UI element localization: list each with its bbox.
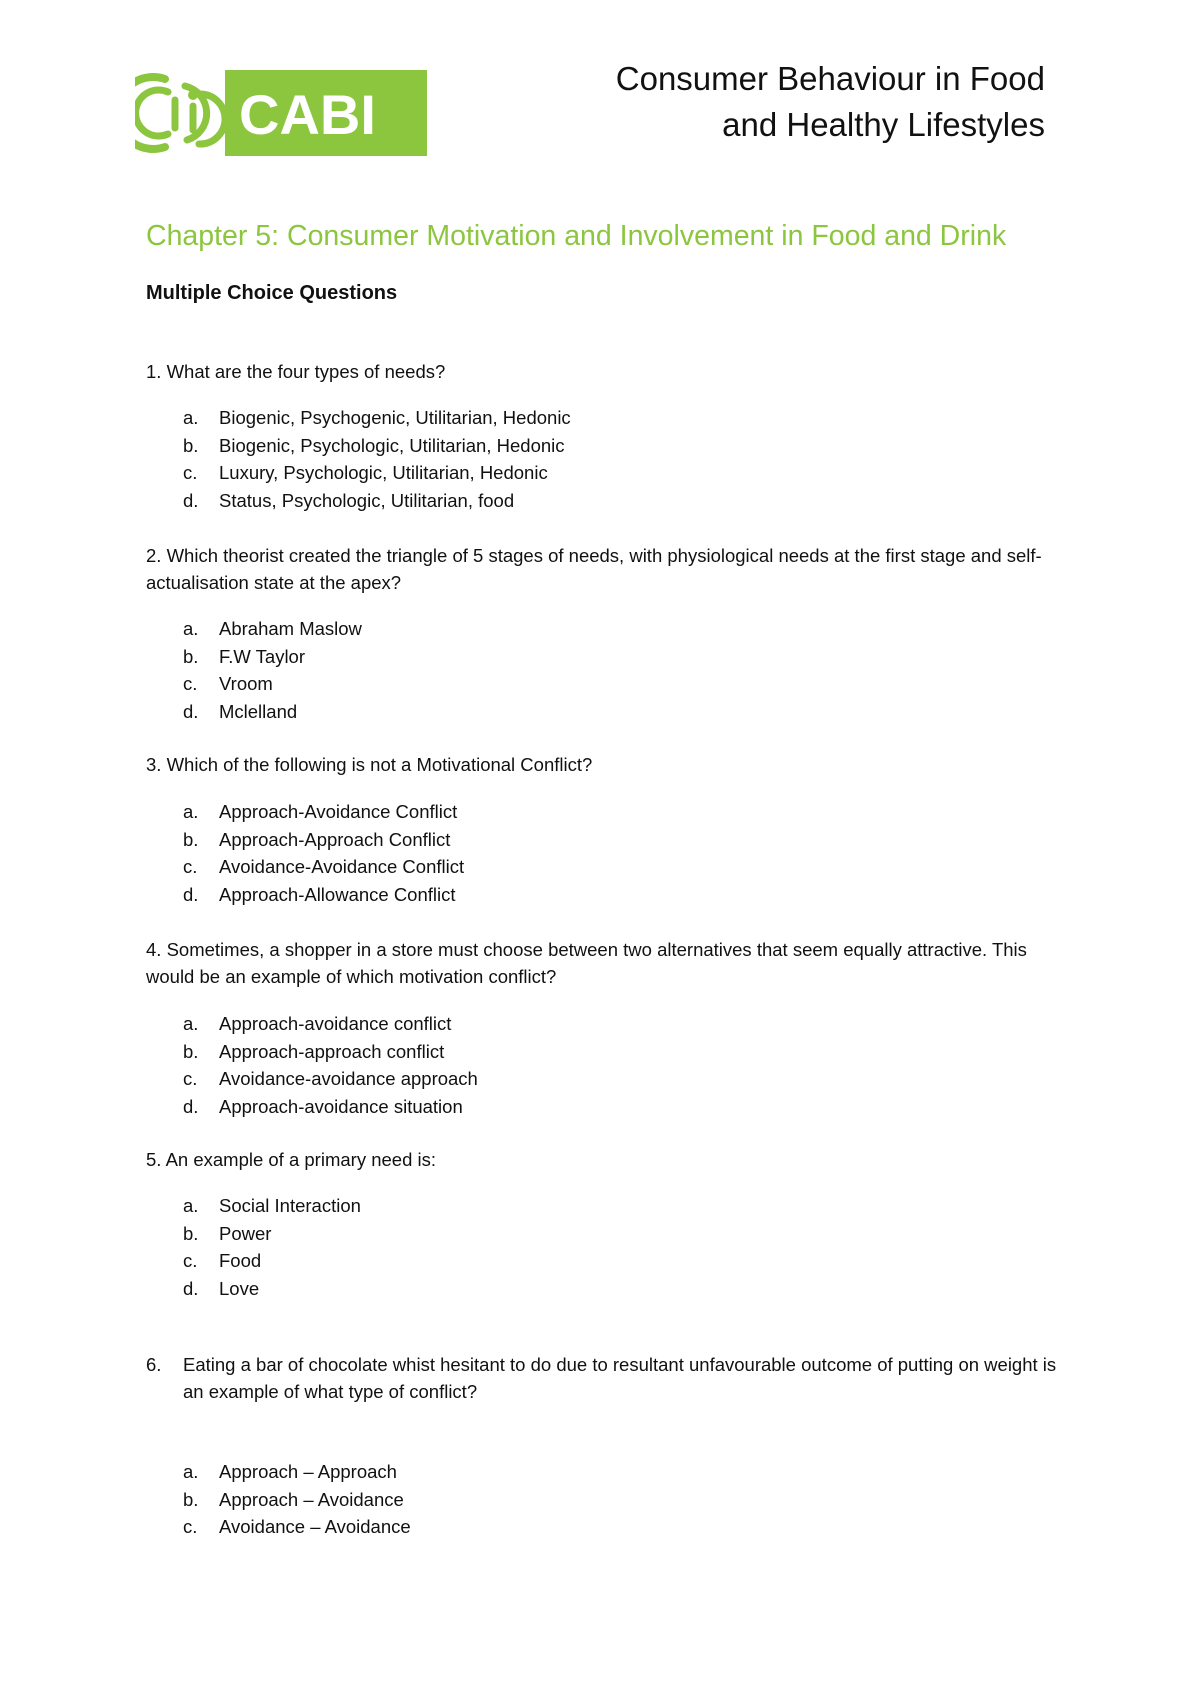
question-2 xyxy=(146,542,1066,596)
question-5-options xyxy=(183,1192,361,1302)
option-d: d. Approach-avoidance situation xyxy=(183,1095,463,1117)
question-number: 3. xyxy=(146,754,162,775)
option-b: b. F.W Taylor xyxy=(183,645,306,667)
question-number: 6. xyxy=(146,1354,162,1375)
header-title-line-1: Consumer Behaviour in Food xyxy=(615,60,1045,97)
section-heading: Multiple Choice Questions xyxy=(146,282,398,304)
option-a: a. Approach – Approach xyxy=(183,1461,397,1482)
question-text: Which of the following is not a Motivational Conflict? xyxy=(166,754,593,775)
question-6-options xyxy=(183,1458,411,1541)
option-b: b. Approach-Approach Conflict xyxy=(183,828,451,850)
option-c: c. Avoidance-Avoidance Conflict xyxy=(183,856,465,877)
option-a: a. Social Interaction xyxy=(183,1195,361,1216)
chapter-title: Chapter 5: Consumer Motivation and Involvement in Food and Drink xyxy=(146,220,1007,252)
option-c: c. Food xyxy=(183,1250,262,1271)
option-c: c. Luxury, Psychologic, Utilitarian, Hedonic xyxy=(183,462,548,483)
option-a: a. Abraham Maslow xyxy=(183,618,362,639)
question-1-options xyxy=(183,404,571,514)
question-3-options xyxy=(183,798,464,908)
option-c: c. Avoidance – Avoidance xyxy=(183,1516,411,1537)
question-3 xyxy=(146,751,1066,778)
option-d: d. Mclelland xyxy=(183,700,298,722)
question-number: 2. xyxy=(146,545,162,566)
cabi-logo xyxy=(135,70,427,156)
question-1 xyxy=(146,358,1066,385)
option-d: d. Approach-Allowance Conflict xyxy=(183,883,456,905)
option-b: b. Biogenic, Psychologic, Utilitarian, Hedonic xyxy=(183,434,565,456)
cabi-logo-graphic xyxy=(135,70,427,156)
question-number: 1. xyxy=(146,361,162,382)
question-4-options xyxy=(183,1010,478,1120)
question-text: Which theorist created the triangle of 5 stages of needs, with physiological needs at the first stage and self-actualisation state at the apex? xyxy=(146,545,1042,593)
option-b: b. Power xyxy=(183,1222,272,1244)
option-c: c. Avoidance-avoidance approach xyxy=(183,1068,478,1089)
question-text: What are the four types of needs? xyxy=(166,361,446,382)
question-6 xyxy=(146,1351,1066,1405)
question-text: Eating a bar of chocolate whist hesitant to do due to resultant unfavourable outcome of putting on weight is an example of what type of conflict? xyxy=(183,1354,1057,1402)
option-c: c. Vroom xyxy=(183,673,273,694)
question-number: 4. xyxy=(146,939,162,960)
option-a: a. Biogenic, Psychogenic, Utilitarian, Hedonic xyxy=(183,407,571,428)
question-5 xyxy=(146,1146,1066,1173)
question-text: Sometimes, a shopper in a store must choose between two alternatives that seem equally attractive. This would be an example of which motivation conflict? xyxy=(146,939,1027,987)
question-4 xyxy=(146,936,1066,990)
option-d: d. Status, Psychologic, Utilitarian, food xyxy=(183,489,515,511)
option-a: a. Approach-Avoidance Conflict xyxy=(183,801,458,822)
option-b: b. Approach – Avoidance xyxy=(183,1488,404,1510)
option-d: d. Love xyxy=(183,1277,260,1299)
question-text: An example of a primary need is: xyxy=(165,1149,436,1170)
option-a: a. Approach-avoidance conflict xyxy=(183,1013,452,1034)
question-number: 5. xyxy=(146,1149,162,1170)
option-b: b. Approach-approach conflict xyxy=(183,1040,445,1062)
header-title-line-2: and Healthy Lifestyles xyxy=(722,106,1045,143)
question-2-options xyxy=(183,615,362,725)
svg-text:CABI: CABI xyxy=(239,83,376,146)
document-header-title xyxy=(616,56,1045,148)
